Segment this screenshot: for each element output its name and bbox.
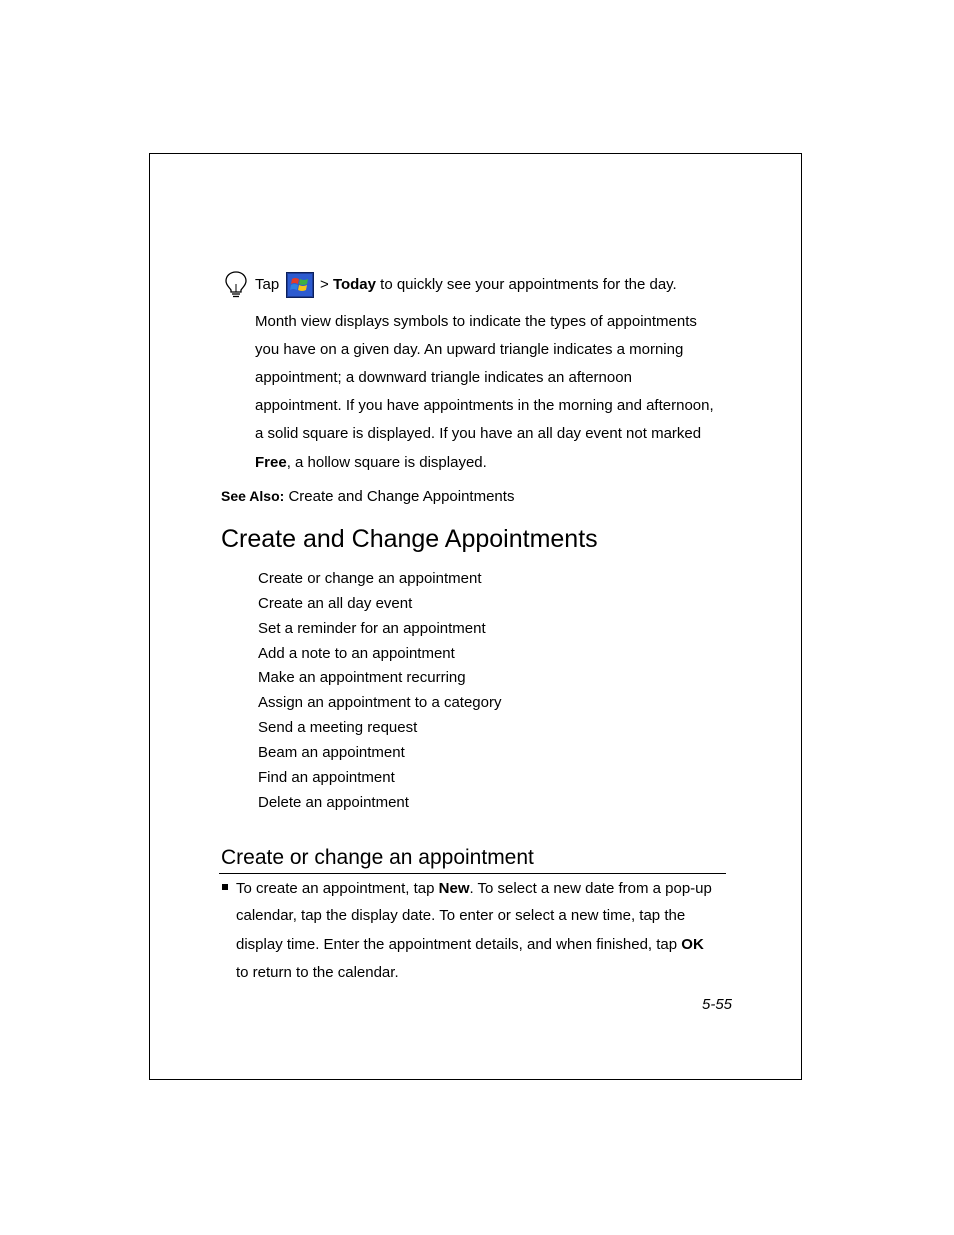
new-bold: New	[438, 880, 470, 897]
topic-item[interactable]: Find an appointment	[258, 769, 395, 786]
subsection-title: Create or change an appointment	[221, 846, 534, 869]
tip-text	[320, 276, 677, 294]
lightbulb-icon	[224, 270, 248, 300]
tip-suffix: to quickly see your appointments for the day.	[376, 276, 677, 293]
topic-item[interactable]: Create an all day event	[258, 595, 413, 612]
bullet-line-3	[236, 936, 704, 954]
month-view-line-3: appointment; a downward triangle indicates an afternoon	[255, 369, 632, 386]
topic-item[interactable]: Beam an appointment	[258, 744, 405, 761]
month-view-line-5: a solid square is displayed. If you have an all day event not marked	[255, 425, 702, 442]
bullet-l1-pre: To create an appointment, tap	[236, 880, 439, 897]
month-view-line-2: you have on a given day. An upward triangle indicates a morning	[255, 341, 684, 358]
tip-gt: >	[320, 276, 329, 293]
free-bold: Free	[255, 454, 287, 471]
topic-item[interactable]: Set a reminder for an appointment	[258, 620, 486, 637]
topic-item[interactable]: Delete an appointment	[258, 794, 409, 811]
tip-tap-label: Tap	[255, 276, 280, 293]
section-title: Create and Change Appointments	[221, 525, 598, 553]
tip-today: Today	[332, 276, 376, 293]
bullet-l1-post: . To select a new date from a pop-up	[469, 880, 712, 897]
page-number: 5-55	[702, 996, 733, 1013]
subsection-rule	[219, 873, 726, 874]
bullet-line-2: calendar, tap the display date. To enter or select a new time, tap the	[236, 907, 686, 924]
topic-item[interactable]: Create or change an appointment	[258, 570, 482, 587]
bullet-line-4: to return to the calendar.	[236, 964, 399, 981]
topic-item[interactable]: Send a meeting request	[258, 719, 418, 736]
square-bullet-icon	[222, 884, 228, 890]
month-view-line-6-rest: , a hollow square is displayed.	[286, 454, 487, 471]
see-also-link[interactable]: Create and Change Appointments	[284, 488, 515, 505]
bullet-line-1	[236, 880, 712, 898]
month-view-line-1: Month view displays symbols to indicate the types of appointments	[255, 313, 697, 330]
windows-start-icon[interactable]	[286, 272, 314, 298]
topic-item[interactable]: Assign an appointment to a category	[258, 694, 502, 711]
topic-item[interactable]: Add a note to an appointment	[258, 645, 455, 662]
ok-bold: OK	[681, 936, 704, 953]
month-view-line-6	[255, 454, 487, 472]
topic-item[interactable]: Make an appointment recurring	[258, 669, 466, 686]
bullet-l3-pre: display time. Enter the appointment details, and when finished, tap	[236, 936, 682, 953]
see-also	[221, 487, 514, 506]
month-view-line-4: appointment. If you have appointments in the morning and afternoon,	[255, 397, 714, 414]
see-also-label: See Also:	[221, 488, 285, 504]
